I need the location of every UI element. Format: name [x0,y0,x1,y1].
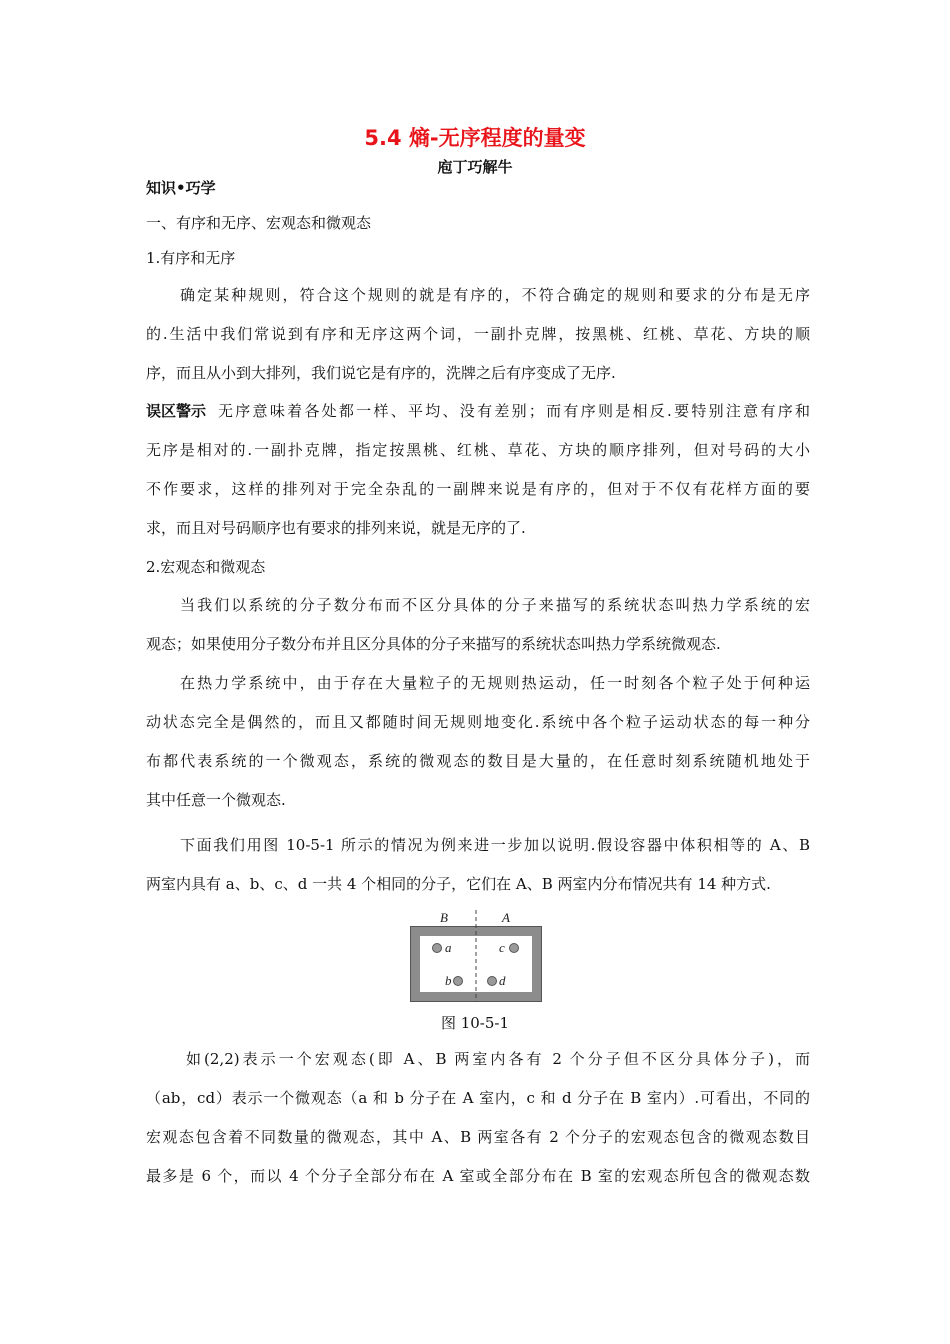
para1-line: 的.生活中我们常说到有序和无序这两个词，一副扑克牌，按黑桃、红桃、草花、方块的顺 [146,325,810,343]
para1-line: 确定某种规则，符合这个规则的就是有序的，不符合确定的规则和要求的分布是无序 [180,286,810,304]
warning-label: 误区警示 [146,402,207,420]
section-heading: 知识•巧学 [146,179,216,197]
para5-line: 如(2,2)表示一个宏观态(即 A、B 两室内各有 2 个分子但不区分具体分子)，而 [186,1050,810,1068]
warning-line: 无序意味着各处都一样、平均、没有差别；而有序则是相反.要特别注意有序和 [218,402,810,420]
warning-line: 不作要求，这样的排列对于完全杂乱的一副牌来说是有序的，但对于不仅有花样方面的要 [146,480,810,498]
figure-label-a: A [502,910,510,925]
para1-line: 序，而且从小到大排列，我们说它是有序的，洗牌之后有序变成了无序. [146,364,616,382]
warning-line: 无序是相对的.一副扑克牌，指定按黑桃、红桃、草花、方块的顺序排列，但对号码的大小 [146,441,810,459]
para4-line: 两室内具有 a、b、c、d 一共 4 个相同的分子，它们在 A、B 两室内分布情况共有 14 种方式. [146,875,771,893]
para3-line: 在热力学系统中，由于存在大量粒子的无规则热运动，任一时刻各个粒子处于何种运 [180,674,810,692]
molecule-c [510,944,519,953]
para5-line: （ab，cd）表示一个微观态（a 和 b 分子在 A 室内，c 和 d 分子在 B 室内）.可看出，不同的 [146,1089,810,1107]
molecule-label-c: c [499,940,505,955]
heading-1-2: 2.宏观态和微观态 [146,558,266,576]
molecule-label-d: d [499,973,506,988]
molecule-a [433,944,442,953]
warning-line: 求，而且对号码顺序也有要求的排列来说，就是无序的了. [146,519,526,537]
para3-line: 其中任意一个微观态. [146,791,286,809]
para3-line: 布都代表系统的一个微观态，系统的微观态的数目是大量的，在任意时刻系统随机地处于 [146,752,810,770]
heading-1-1: 1.有序和无序 [146,249,236,267]
document-title: 5.4 熵-无序程度的量变 [364,126,586,150]
molecule-label-b: b [445,973,452,988]
para5-line: 宏观态包含着不同数量的微观态，其中 A、B 两室各有 2 个分子的宏观态包含的微观态数目 [146,1128,810,1146]
container-figure [410,908,542,1004]
molecule-b [454,977,463,986]
para2-line: 观态；如果使用分子数分布并且区分具体的分子来描写的系统状态叫热力学系统微观态. [146,635,721,653]
para4-line: 下面我们用图 10-5-1 所示的情况为例来进一步加以说明.假设容器中体积相等的 A、B [180,836,810,854]
para5-line: 最多是 6 个，而以 4 个分子全部分布在 A 室或全部分布在 B 室的宏观态所包含的微观态数 [146,1167,810,1185]
molecule-d [488,977,497,986]
para2-line: 当我们以系统的分子数分布而不区分具体的分子来描写的系统状态叫热力学系统的宏 [180,596,810,614]
heading-1: 一、有序和无序、宏观态和微观态 [146,214,372,232]
document-subtitle: 庖丁巧解牛 [437,158,513,176]
figure-caption: 图 10-5-1 [440,1014,510,1032]
molecule-label-a: a [445,940,452,955]
figure-label-b: B [440,910,448,925]
para3-line: 动状态完全是偶然的，而且又都随时间无规则地变化.系统中各个粒子运动状态的每一种分 [146,713,810,731]
